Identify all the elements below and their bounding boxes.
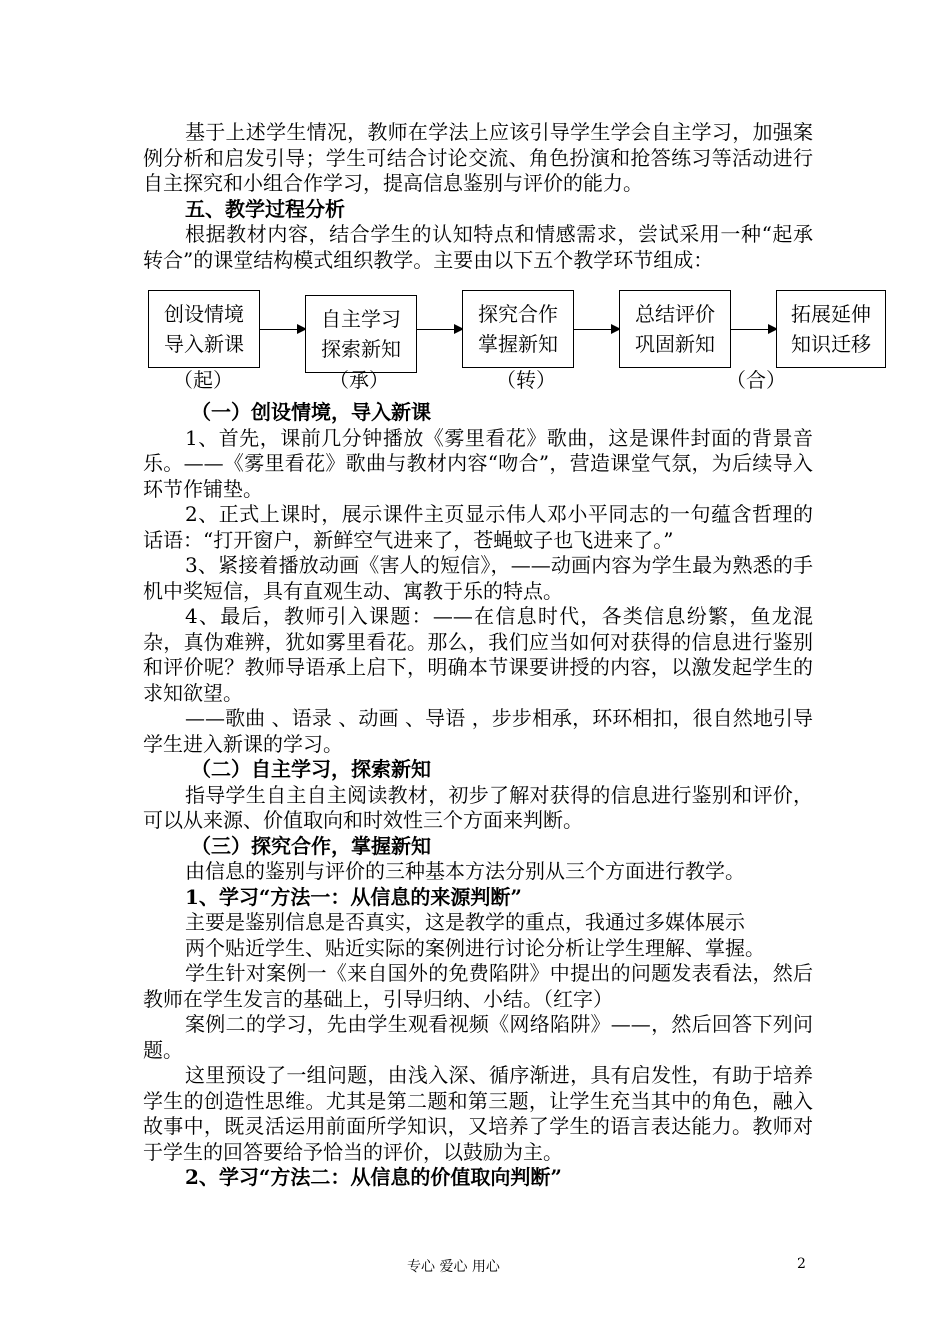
paragraph: 案例二的学习，先由学生观看视频《网络陷阱》——，然后回答下列问题。: [143, 1012, 813, 1062]
paragraph: 根据教材内容，结合学生的认知特点和情感需求，尝试采用一种“起承转合”的课堂结构模式组织教学。主要由以下五个教学环节组成：: [143, 222, 813, 272]
section-heading: （一）创设情境，导入新课: [191, 400, 431, 424]
flow-tag-zhuan: （转）: [496, 368, 556, 392]
flow-box-text: 总结评价: [635, 302, 715, 326]
flow-box-text: 探索新知: [321, 337, 401, 361]
flow-box-text: 自主学习: [321, 307, 401, 331]
paragraph: 4、最后，教师引入课题：——在信息时代，各类信息纷繁，鱼龙混杂，真伪难辨，犹如雾里看花。那么，我们应当如何对获得的信息进行鉴别和评价呢？教师导语承上启下，明确本节课要讲授的内容，以激发起学生的求知欲望。: [143, 604, 813, 705]
section-heading: 2、学习“方法二：从信息的价值取向判断”: [185, 1165, 562, 1189]
paragraph: 2、正式上课时，展示课件主页显示伟人邓小平同志的一句蕴含哲理的话语：“打开窗户，新鲜空气进来了，苍蝇蚊子也飞进来了。”: [143, 502, 813, 552]
flow-box-text: 拓展延伸: [791, 302, 871, 326]
footer-text: 专心 爱心 用心: [407, 1259, 500, 1275]
flow-box-text: 掌握新知: [478, 332, 558, 356]
bottom-paragraphs: [143, 400, 813, 1191]
section-heading: （二）自主学习，探索新知: [191, 757, 431, 781]
section-heading: 1、学习“方法一：从信息的来源判断”: [185, 884, 522, 909]
paragraph: 基于上述学生情况，教师在学法上应该引导学生学会自主学习，加强案例分析和启发引导；学生可结合讨论交流、角色扮演和抢答练习等活动进行自主探究和小组合作学习，提高信息鉴别与评价的能力。: [143, 120, 813, 195]
flow-box-text: 创设情境: [164, 302, 244, 326]
flow-box-text: 知识迁移: [791, 332, 871, 356]
section-heading: （三）探究合作，掌握新知: [191, 833, 431, 858]
paragraph: 指导学生自主自主阅读教材，初步了解对获得的信息进行鉴别和评价，可以从来源、价值取向和时效性三个方面来判断。: [143, 782, 813, 832]
flow-arrow: [417, 329, 462, 330]
paragraph: 学生针对案例一《来自国外的免费陷阱》中提出的问题发表看法，然后教师在学生发言的基础上，引导归纳、小结。（红字）: [143, 961, 813, 1011]
paragraph: ——歌曲 、语录 、动画 、导语 ，步步相承，环环相扣，很自然地引导学生进入新课的学习。: [143, 706, 813, 756]
flow-box-3: [462, 290, 574, 368]
page-number: 2: [797, 1256, 806, 1272]
flow-box-2: [305, 295, 417, 373]
paragraph: 这里预设了一组问题，由浅入深、循序渐进，具有启发性，有助于培养学生的创造性思维。尤其是第二题和第三题，让学生充当其中的角色，融入故事中，既灵活运用前面所学知识，又培养了学生的语言表达能力。教师对于学生的回答要给予恰当的评价，以鼓励为主。: [143, 1063, 813, 1164]
paragraph: 3、紧接着播放动画《害人的短信》，——动画内容为学生最为熟悉的手机中奖短信，具有直观生动、寓教于乐的特点。: [143, 553, 813, 603]
flow-box-text: 导入新课: [164, 332, 244, 356]
flow-box-4: [619, 290, 731, 368]
flow-box-text: 探究合作: [478, 302, 558, 326]
flow-tag-qi: （起）: [173, 368, 233, 392]
document-body: [143, 120, 871, 1191]
teaching-flow-diagram: [143, 290, 871, 400]
paragraph: 由信息的鉴别与评价的三种基本方法分别从三个方面进行教学。: [185, 859, 745, 883]
section-heading: 五、教学过程分析: [185, 196, 345, 221]
flow-box-5: [776, 290, 886, 368]
flow-box-1: [148, 290, 260, 368]
flow-box-text: 巩固新知: [635, 332, 715, 356]
paragraph: 1、首先，课前几分钟播放《雾里看花》歌曲，这是课件封面的背景音乐。——《雾里看花》歌曲与教材内容“吻合”，营造课堂气氛，为后续导入环节作铺垫。: [143, 425, 813, 501]
flow-arrow: [574, 329, 619, 330]
flow-arrow: [260, 329, 305, 330]
paragraph: 主要是鉴别信息是否真实，这是教学的重点，我通过多媒体展示: [185, 910, 745, 934]
top-paragraphs: [143, 120, 813, 273]
flow-tag-he: （合）: [726, 368, 786, 392]
paragraph: 两个贴近学生、贴近实际的案例进行讨论分析让学生理解、掌握。: [185, 935, 765, 960]
flow-arrow: [731, 329, 776, 330]
flow-tag-cheng: （承）: [329, 368, 389, 392]
